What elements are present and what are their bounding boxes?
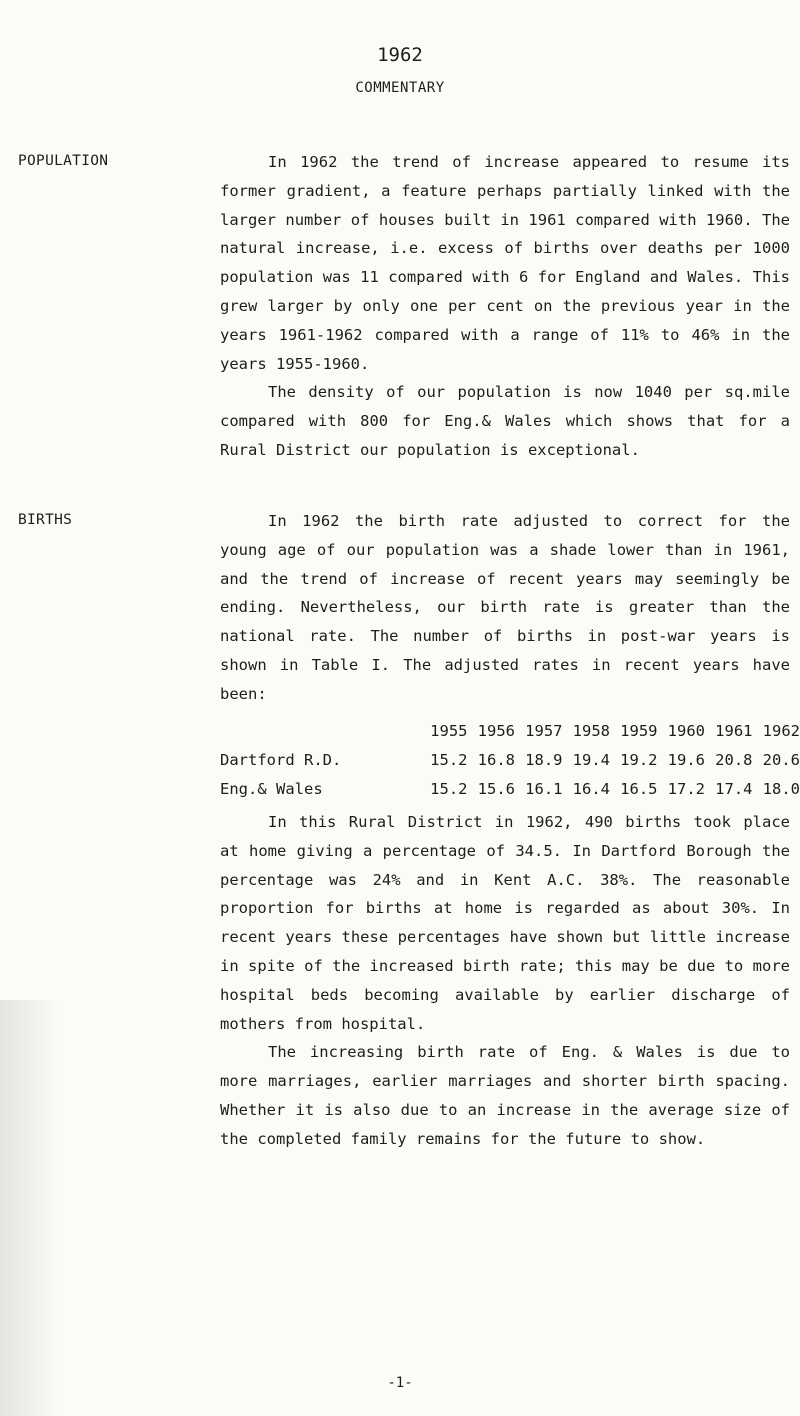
rate-cell: 20.8 [715,750,753,769]
rate-cell: 17.4 [715,779,753,798]
rate-cell: 15.2 [430,779,468,798]
birth-rate-row [220,745,800,774]
births-paragraph-2: In this Rural District in 1962, 490 births took place at home giving a percentage of 34.5. In Dartford Borough the percentage was 24% and in Kent A.C. 38%. The reasonable proportion for births at home is regarded as about 30%. In recent years these percentages have shown but little increase in spite of the increased birth rate; this may be due to more hospital beds becoming available by earlier discharge of mothers from hospital. [220,813,790,1033]
population-section [220,148,790,465]
birth-rate-table [220,716,800,803]
population-paragraph-2: The density of our population is now 1040 per sq.mile compared with 800 for Eng.& Wales which shows that for a Rural District our population is exceptional. [220,383,790,459]
rate-cell: 16.5 [620,779,658,798]
birth-rate-row [220,774,800,803]
births-continued [220,808,790,1154]
row-label: Dartford R.D. [220,750,342,769]
page-year-heading: 1962 [377,44,423,66]
page-number: -1- [387,1375,413,1391]
birth-rate-header-row [220,716,800,745]
births-paragraph-3: The increasing birth rate of Eng. & Wales is due to more marriages, earlier marriages and shorter birth spacing. Whether it is also due to an increase in the average size of the completed family remains for the future to show. [220,1043,790,1148]
rate-cell: 20.6 [762,750,800,769]
year-header-cell: 1958 [572,721,610,740]
year-header-cell: 1957 [525,721,563,740]
scan-shadow [0,1000,60,1416]
rate-cell: 18.0 [762,779,800,798]
year-header-cell: 1955 [430,721,468,740]
rate-cell: 15.2 [430,750,468,769]
population-paragraph-1: In 1962 the trend of increase appeared to resume its former gradient, a feature perhaps partially linked with the larger number of houses built in 1961 compared with 1960. The natural increase, i.e. excess of births over deaths per 1000 population was 11 compared with 6 for England and Wales. This grew larger by only one per cent on the previous year in the years 1961-1962 compared with a range of 11% to 46% in the years 1955-1960. [220,153,790,373]
rate-cell: 16.8 [477,750,515,769]
year-header-cell: 1959 [620,721,658,740]
year-header-cell: 1960 [667,721,705,740]
births-intro [220,507,790,709]
rate-cell: 18.9 [525,750,563,769]
rate-cell: 17.2 [667,779,705,798]
section-label-population: POPULATION [18,153,109,169]
row-label: Eng.& Wales [220,779,323,798]
year-header-cell: 1962 [762,721,800,740]
year-header-cell: 1961 [715,721,753,740]
section-label-births: BIRTHS [18,512,73,528]
rate-cell: 19.2 [620,750,658,769]
rate-cell: 19.4 [572,750,610,769]
rate-cell: 16.1 [525,779,563,798]
rate-cell: 19.6 [667,750,705,769]
page-title: COMMENTARY [355,80,445,96]
rate-cell: 16.4 [572,779,610,798]
births-paragraph-1: In 1962 the birth rate adjusted to correct for the young age of our population was a shade lower than in 1961, and the trend of increase of recent years may seemingly be ending. Nevertheless, our birth rate is greater than the national rate. The number of births in post-war years is shown in Table I. The adjusted rates in recent years have been: [220,512,790,703]
year-header-cell: 1956 [477,721,515,740]
rate-cell: 15.6 [477,779,515,798]
